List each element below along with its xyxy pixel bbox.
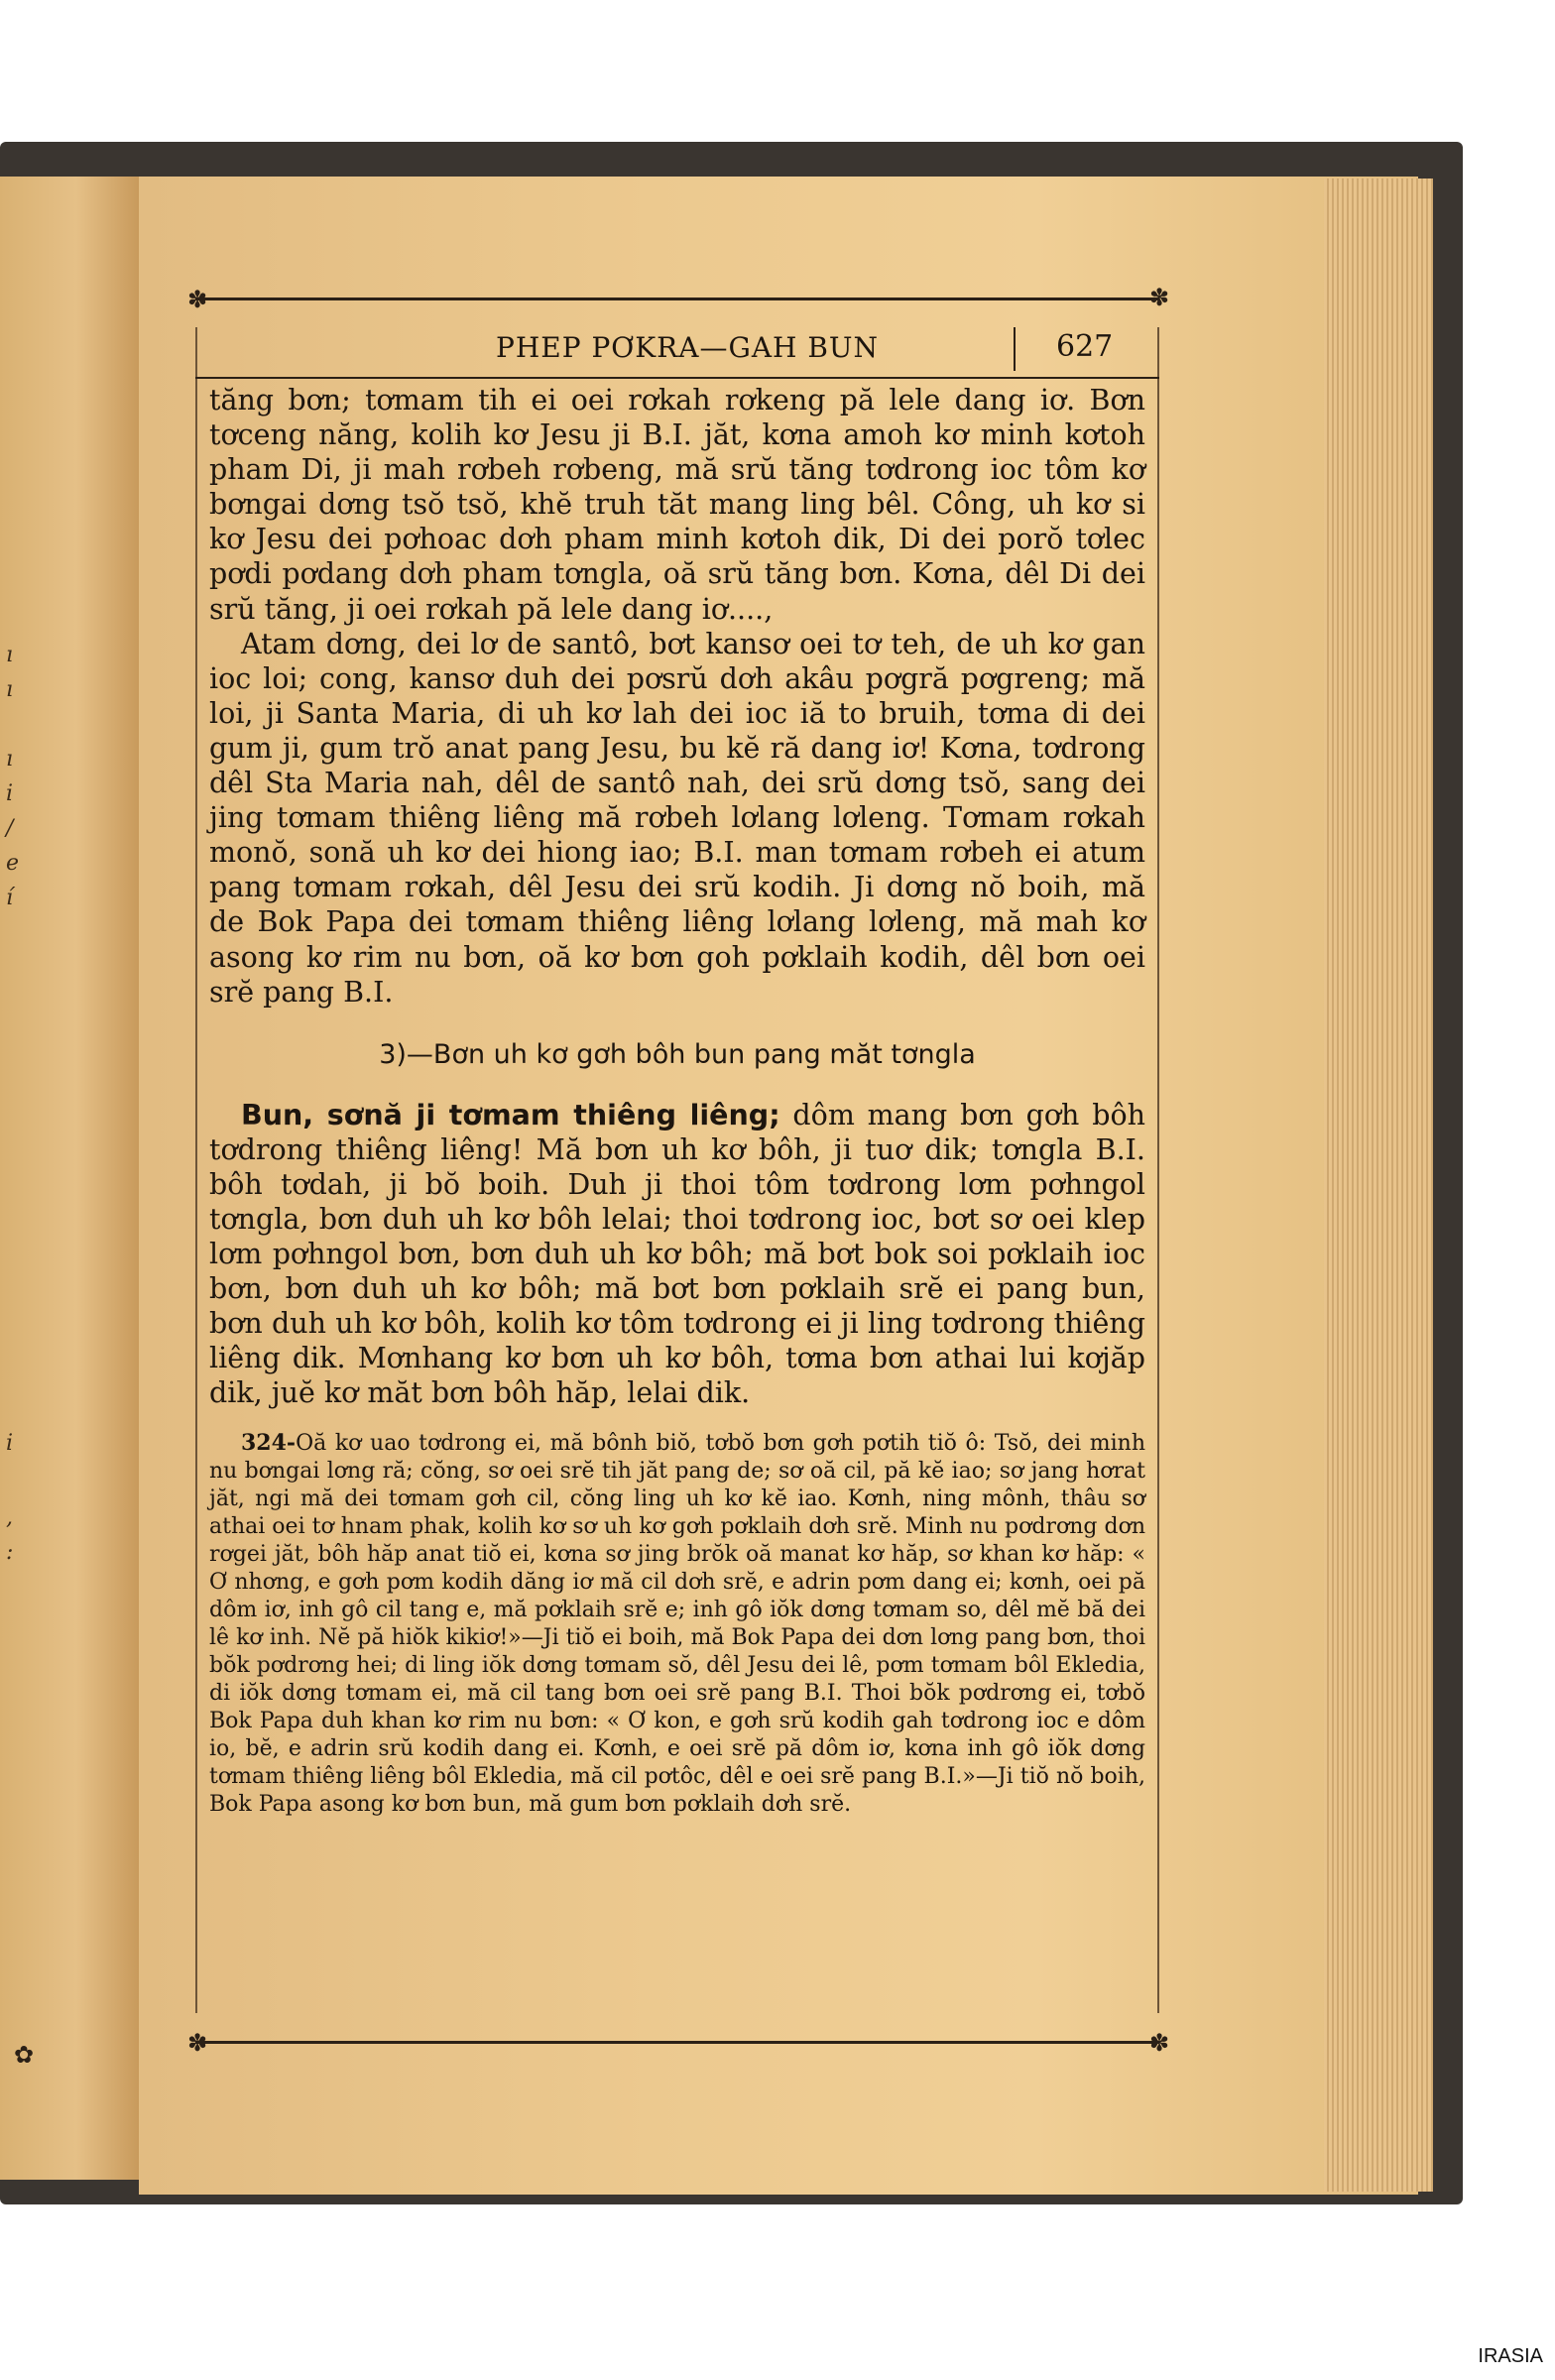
- page-frame: [187, 284, 1170, 2057]
- left-page-fragments: ı ı ı i / e í i , :: [6, 643, 20, 1565]
- note-number: 324-: [241, 1429, 297, 1456]
- header-title: PHEP PƠKRA—GAH BUN: [496, 331, 880, 364]
- page-number: 627: [1056, 329, 1114, 364]
- corner-ornament-icon: ✽: [187, 2029, 208, 2057]
- credit-label: IRASIA: [1478, 2345, 1543, 2367]
- body-text: [209, 383, 1145, 1819]
- top-rule: [195, 298, 1159, 300]
- left-page-edge: [0, 177, 139, 2180]
- paragraph: Atam dơng, dei lơ de santô, bơt kansơ oei tơ teh, de uh kơ gan ioc loi; cong, kansơ duh dei pơsrŭ dơh akâu pơgră pơgreng; mă loi, ji Santa Maria, di uh kơ lah dei ioc iă to bruih, tơma di dei gum ji, gum trŏ anat pang Jesu, bu kĕ ră dang iơ! Kơna, tơdrong dêl Sta Maria nah, dêl de santô nah, dei srŭ dơng tsŏ, sang dei jing tơmam thiêng liêng mă rơbeh lơlang lơleng. Tơmam rơkah monŏ, sonă uh kơ dei hiong iao; B.I. man tơmam rơbeh ei atum pang tơmam rơkah, dêl Jesu dei srŭ kodih. Ji dơng nŏ boih, mă de Bok Papa dei tơmam thiêng liêng lơlang lơleng, mă mah kơ asong kơ rim nu bơn, oă kơ bơn goh pơklaih kodih, dêl bơn oei srĕ pang B.I.: [209, 627, 1145, 1009]
- section-lead: Bun, sơnă ji tơmam thiêng liêng;: [241, 1098, 780, 1131]
- section-paragraph: [209, 1098, 1145, 1411]
- left-border: [195, 327, 197, 2013]
- running-header: [195, 321, 1159, 379]
- numbered-note: [209, 1429, 1145, 1819]
- section-body: dôm mang bơn gơh bôh tơdrong thiêng liêng! Mă bơn uh kơ bôh, ji tuơ dik; tơngla B.I. bôh tơdah, ji bŏ boih. Duh ji thoi tôm tơdrong lơm pơhngol tơngla, bơn duh uh kơ bôh lelai; thoi tơdrong ioc, bơt sơ oei klep lơm pơhngol bơn, bơn duh uh kơ bôh; mă bơt bok soi pơklaih ioc bơn, bơn duh uh kơ bôh; mă bơt bơn pơklaih srĕ ei pang bun, bơn duh uh kơ bôh, kolih kơ tôm tơdrong ei ji ling tơdrong thiêng liêng dik. Mơnhang kơ bơn uh kơ bôh, tơma bơn athai lui kơjăp dik, juĕ kơ măt bơn bôh hăp, lelai dik.: [209, 1098, 1145, 1410]
- page-edges: [1324, 178, 1433, 2192]
- bottom-rule: [195, 2041, 1159, 2044]
- header-divider: [1014, 327, 1016, 371]
- section-heading: 3)—Bơn uh kơ gơh bôh bun pang măt tơngla: [379, 1038, 976, 1070]
- note-text: Oă kơ uao tơdrong ei, mă bônh biŏ, tơbŏ bơn gơh pơtih tiŏ ô: Tsŏ, dei minh nu bơngai lơng ră; cŏng, sơ oei srĕ tih jăt pang de; sơ oă cil, pă kĕ iao; sơ jang hơrat jăt, ngi mă dei tơmam gơh cil, cŏng ling uh kơ kĕ iao. Kơnh, ning mônh, thâu sơ athai oei tơ hnam phak, kolih kơ sơ uh kơ gơh pơklaih dơh srĕ. Minh nu pơdrơng dơn rơgei jăt, bôh hăp anat tiŏ ei, kơna sơ jing brŏk oă manat kơ hăp, sơ khan kơ hăp: « Ơ nhơng, e gơh pơm kodih dăng iơ mă cil dơh srĕ, e adrin pơm dang ei; kơnh, oei pă dôm iơ, inh gô cil tang e, mă pơklaih srĕ e; inh gô iŏk dơng tơmam so, dêl mĕ bă dei lê kơ inh. Nĕ pă hiŏk kikiơ!»—Ji tiŏ ei boih, mă Bok Papa dei dơn lơng pang bơn, thoi bŏk pơdrơng hei; di ling iŏk dơng tơmam sŏ, dêl Jesu dei lê, pơm tơmam bôl Ekledia, di iŏk dơng tơmam ei, mă cil tang bơn oei srĕ pang B.I. Thoi bŏk pơdrơng ei, tơbŏ Bok Papa duh khan kơ rim nu bơn: « Ơ kon, e gơh srŭ kodih gah tơdrong ioc e dôm io, bĕ, e adrin srŭ kodih dang ei. Kơnh, e oei srĕ pă dôm iơ, kơna inh gô iŏk dơng tơmam thiêng liêng bôl Ekledia, mă cil pơtôc, dêl e oei srĕ pang B.I.»—Ji tiŏ nŏ boih, Bok Papa asong kơ bơn bun, mă gum bơn pơklaih dơh srĕ.: [209, 1430, 1145, 1817]
- paragraph: tăng bơn; tơmam tih ei oei rơkah rơkeng pă lele dang iơ. Bơn tơceng năng, kolih kơ Jesu ji B.I. jăt, kơna amoh kơ minh kơtoh pham Di, ji mah rơbeh rơbeng, mă srŭ tăng tơdrong ioc tôm kơ bơngai dơng tsŏ tsŏ, khĕ truh tăt mang ling bêl. Công, uh kơ si kơ Jesu dei pơhoac dơh pham minh kơtoh dik, Di dei porŏ tơlec pơdi pơdang dơh pham tơngla, oă srŭ tăng bơn. Kơna, dêl Di dei srŭ tăng, ji oei rơkah pă lele dang iơ....,: [209, 384, 1145, 626]
- corner-ornament-icon: ✽: [1149, 2029, 1170, 2057]
- flower-ornament-icon: ✿: [14, 2041, 35, 2069]
- corner-ornament-icon: ✽: [187, 286, 208, 313]
- corner-ornament-icon: ✽: [1149, 284, 1170, 311]
- right-border: [1157, 327, 1159, 2013]
